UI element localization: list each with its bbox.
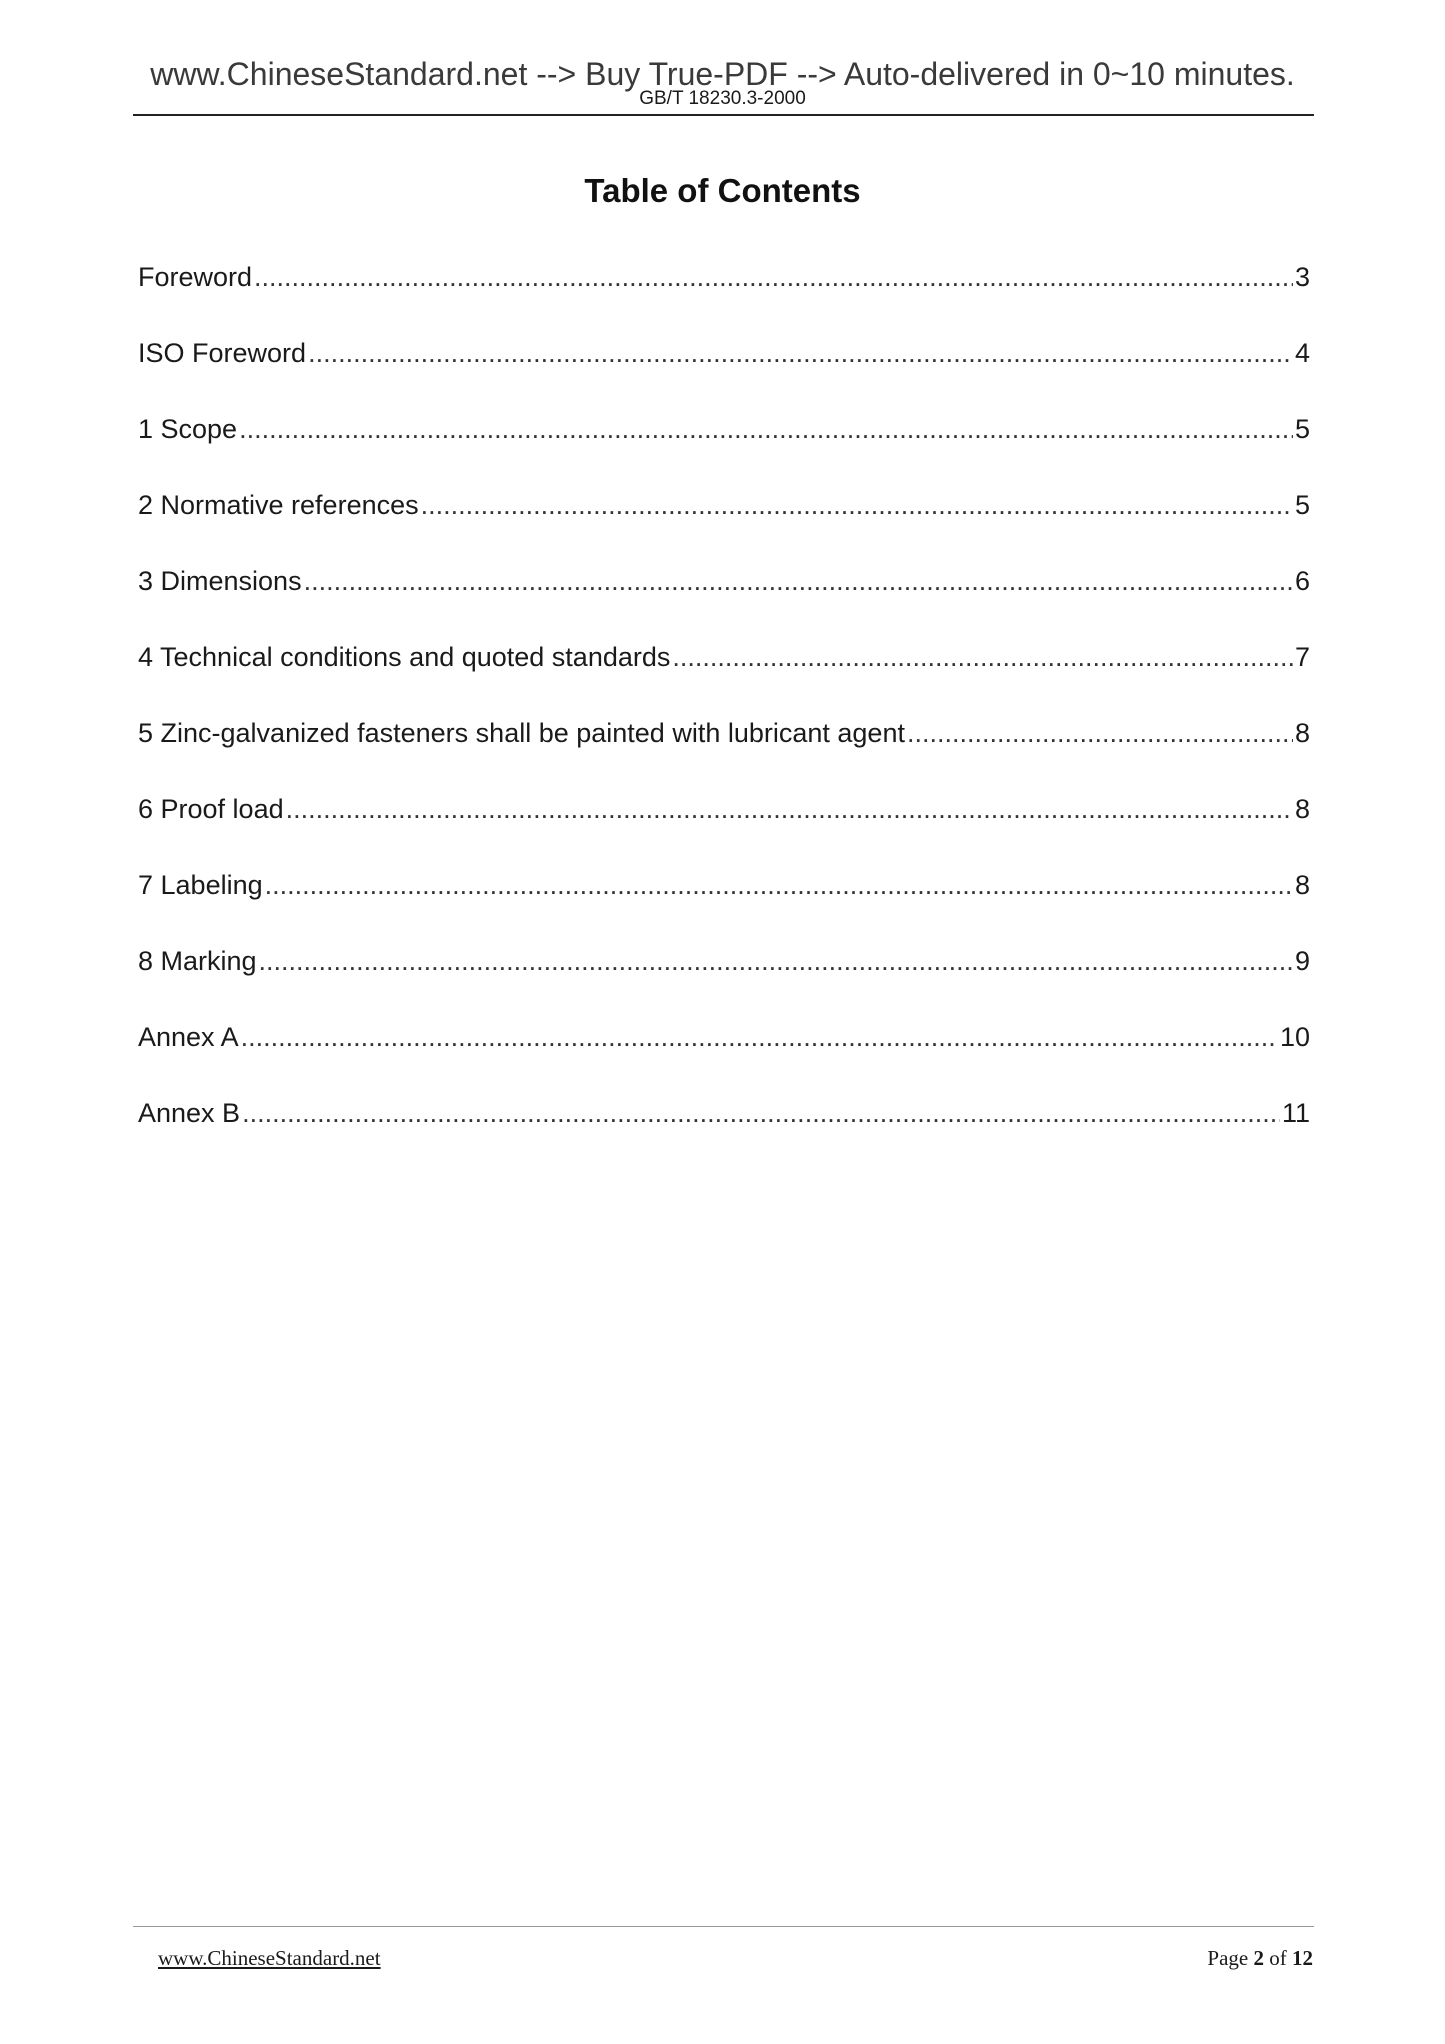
page-prefix: Page [1207, 1946, 1249, 1970]
dot-leader [672, 642, 1293, 673]
dot-leader [239, 414, 1293, 445]
toc-entry-page: 10 [1279, 1022, 1310, 1052]
current-page-number: 2 [1253, 1946, 1264, 1970]
toc-entry[interactable] [138, 946, 1310, 1022]
toc-entry[interactable] [138, 1022, 1310, 1098]
dot-leader [259, 946, 1293, 977]
toc-entry-page: 6 [1294, 566, 1310, 596]
toc-entry-page: 5 [1294, 414, 1310, 444]
dot-leader [265, 870, 1293, 901]
toc-entry-page: 8 [1294, 870, 1310, 900]
toc-entry-label: 7 Labeling [138, 870, 263, 900]
toc-entry-label: 2 Normative references [138, 490, 419, 520]
dot-leader [286, 794, 1293, 825]
toc-title: Table of Contents [584, 172, 861, 209]
toc-entry-label: 5 Zinc-galvanized fasteners shall be painted with lubricant agent [138, 718, 905, 748]
page-of: of [1269, 1946, 1287, 1970]
dot-leader [254, 262, 1293, 293]
table-of-contents [138, 262, 1310, 1174]
footer-site-link[interactable]: www.ChineseStandard.net [158, 1946, 381, 1970]
dot-leader [304, 566, 1293, 597]
toc-entry-label: 3 Dimensions [138, 566, 302, 596]
toc-entry-page: 5 [1294, 490, 1310, 520]
toc-entry-label: 4 Technical conditions and quoted standards [138, 642, 671, 672]
toc-entry[interactable] [138, 338, 1310, 414]
toc-entry[interactable] [138, 414, 1310, 490]
toc-entry-label: ISO Foreword [138, 338, 307, 368]
toc-entry-label: Annex B [138, 1098, 241, 1128]
toc-entry-label: 6 Proof load [138, 794, 284, 824]
dot-leader [421, 490, 1293, 521]
toc-entry-page: 7 [1294, 642, 1310, 672]
toc-entry[interactable] [138, 262, 1310, 338]
toc-entry[interactable] [138, 870, 1310, 946]
toc-entry-label: Foreword [138, 262, 253, 292]
toc-entry[interactable] [138, 718, 1310, 794]
toc-entry[interactable] [138, 1098, 1310, 1174]
toc-entry[interactable] [138, 794, 1310, 870]
toc-entry[interactable] [138, 490, 1310, 566]
toc-entry-page: 4 [1294, 338, 1310, 368]
toc-entry-page: 8 [1294, 718, 1310, 748]
header-divider [133, 114, 1314, 116]
document-number: GB/T 18230.3-2000 [639, 88, 806, 109]
toc-entry-label: 8 Marking [138, 946, 257, 976]
dot-leader [241, 1022, 1278, 1053]
toc-entry-page: 8 [1294, 794, 1310, 824]
footer-divider [133, 1926, 1314, 1927]
toc-entry-label: 1 Scope [138, 414, 238, 444]
page-indicator [1207, 1946, 1313, 1971]
toc-entry[interactable] [138, 566, 1310, 642]
toc-entry-page: 9 [1294, 946, 1310, 976]
total-pages: 12 [1292, 1946, 1313, 1970]
toc-entry-page: 3 [1294, 262, 1310, 292]
dot-leader [308, 338, 1293, 369]
header-banner: www.ChineseStandard.net --> Buy True-PDF --> Auto-delivered in 0~10 minutes. [150, 56, 1295, 92]
dot-leader [242, 1098, 1280, 1129]
toc-entry-page: 11 [1281, 1098, 1310, 1128]
dot-leader [907, 718, 1293, 749]
toc-entry-label: Annex A [138, 1022, 239, 1052]
toc-entry[interactable] [138, 642, 1310, 718]
